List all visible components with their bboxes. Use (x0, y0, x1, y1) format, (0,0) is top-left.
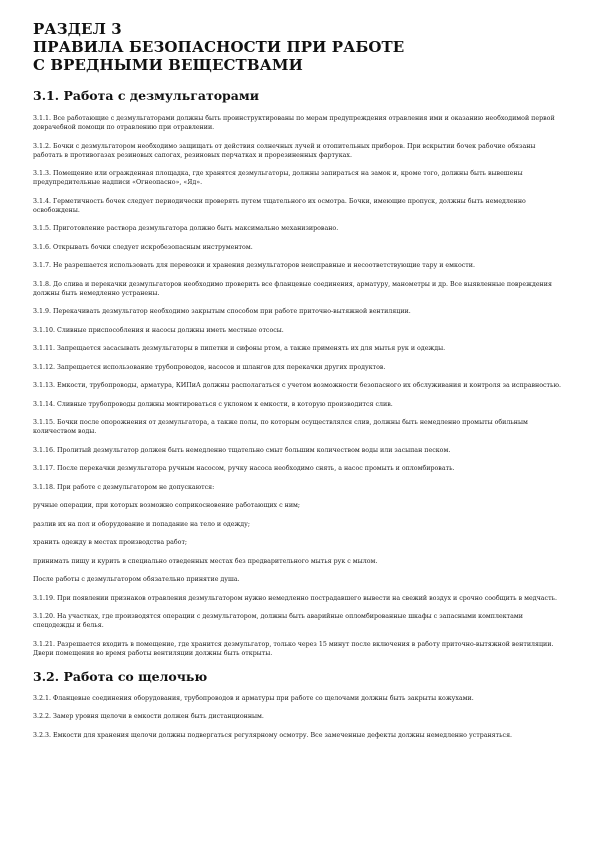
paragraph-3-1-19: 3.1.19. При появлении признаков отравления дезмульгатором нужно немедленно пострадавшего вывести на свежий воздух и срочно сообщить в медчасть. (33, 594, 557, 602)
paragraph-3-1-17: 3.1.17. После перекачки дезмульгатора ручным насосом, ручку насоса необходимо снять, а насос промыть и опломбировать. (33, 465, 455, 472)
paragraph-3-1-15: 3.1.15. Бочки после опорожнения от дезмульгатора, а также полы, по которым осуществлялся слив, должны быть немедленно промыты обильным количеством воды. (33, 419, 528, 435)
paragraph-3-1-20: 3.1.20. На участках, где производятся операции с дезмульгатором, должны быть аварийные опломбированные шкафы с запасными комплектами спецодежды и белья. (33, 613, 523, 629)
paragraph-3-1-8: 3.1.8. До слива и перекачки дезмульгаторов необходимо проверить все фланцевые соединения, арматуру, манометры и др. Все выявленные повреждения должны быть немедленно устранены. (33, 280, 552, 297)
list-item-prohibition-1: ручные операции, при которых возможно соприкосновение работающих с ним; (33, 502, 301, 509)
section-number-heading: РАЗДЕЛ 3 (33, 20, 122, 38)
paragraph-3-1-1: 3.1.1. Все работающие с дезмульгаторами должны быть проинструктированы по мерам предупреждения отравления ими и оказанию необходимой первой доврачебной помощи по отравлению при отравлении. (33, 115, 555, 131)
paragraph-3-2-3: 3.2.3. Емкости для хранения щелочи должны подвергаться регулярному осмотру. Все замеченные дефекты должны немедленно устраняться. (33, 731, 513, 739)
paragraph-3-1-18: 3.1.18. При работе с дезмульгатором не допускаются: (33, 483, 215, 491)
subsection-title-demulsifiers: 3.1. Работа с дезмульгаторами (33, 88, 260, 103)
paragraph-3-1-21: 3.1.21. Разрешается входить в помещение, где хранится дезмульгатор, только через 15 минут после включения в работу приточно-вытяжной вентиляции. Двери помещения во время работы вентиляции должны быть открыты. (33, 640, 554, 657)
subsection-title-alkali: 3.2. Работа со щелочью (33, 668, 208, 684)
paragraph-3-1-16: 3.1.16. Пролитый дезмульгатор должен быть немедленно тщательно смыт большим количеством воды или засыпан песком. (33, 446, 451, 454)
paragraph-3-1-3: 3.1.3. Помещение или огражденная площадка, где хранятся дезмульгаторы, должны запираться на замок и, кроме того, должны быть вывешены предупредительные надписи «Огнеопасно», «Яд». (33, 170, 523, 186)
paragraph-3-1-5: 3.1.5. Приготовление раствора дезмульгатора должно быть максимально механизировано. (33, 225, 339, 232)
paragraph-3-2-2: 3.2.2. Замер уровня щелочи в емкости должен быть дистанционным. (33, 713, 264, 720)
section-title-line-1: ПРАВИЛА БЕЗОПАСНОСТИ ПРИ РАБОТЕ (33, 38, 405, 56)
paragraph-3-1-2: 3.1.2. Бочки с дезмульгатором необходимо защищать от действия солнечных лучей и отопительных приборов. При вскрытии бочек рабочие обязаны работать в противогазах резиновых сапогах, резиновых перчатках и прорезиненных фартуках. (33, 142, 536, 159)
list-item-prohibition-3: хранить одежду в местах производства работ; (33, 539, 188, 546)
paragraph-3-1-9: 3.1.9. Перекачивать дезмульгатор необходимо закрытым способом при работе приточно-вытяжной вентиляции. (33, 308, 411, 315)
list-item-prohibition-4: принимать пищу и курить в специально отведенных местах без предварительного мытья рук с мылом. (33, 557, 378, 565)
paragraph-3-1-14: 3.1.14. Сливные трубопроводы должны монтироваться с уклоном к емкости, в которую производится слив. (33, 400, 393, 408)
paragraph-3-1-10: 3.1.10. Сливные приспособления и насосы должны иметь местные отсосы. (33, 326, 284, 334)
paragraph-3-1-6: 3.1.6. Открывать бочки следует искробезопасным инструментом. (33, 243, 253, 251)
paragraph-3-1-4: 3.1.4. Герметичность бочек следует периодически проверять путем тщательного их осмотра. Бочки, имеющие пропуск, должны быть немедленно освобождены. (33, 197, 526, 214)
paragraph-3-1-12: 3.1.12. Запрещается использование трубопроводов, насосов и шлангов для перекачки других продуктов. (33, 363, 386, 371)
paragraph-3-1-7: 3.1.7. Не разрешается использовать для перевозки и хранения дезмульгаторов неисправные и несоответствующие тару и емкости. (33, 262, 475, 269)
paragraph-3-1-11: 3.1.11. Запрещается засасывать дезмульгаторы в пипетки и сифоны ртом, а также применять их для мытья рук и одежды. (33, 345, 446, 352)
section-title-line-2: С ВРЕДНЫМИ ВЕЩЕСТВАМИ (33, 56, 303, 74)
paragraph-3-1-13: 3.1.13. Емкости, трубопроводы, арматура, КИПиА должны располагаться с учетом возможности безопасного их обслуживания и контроля за исправностью. (33, 382, 561, 389)
paragraph-shower-note: После работы с дезмульгатором обязательно принятие душа. (33, 576, 240, 583)
list-item-prohibition-2: разлив их на пол и оборудование и попадание на тело и одежду; (33, 520, 250, 528)
paragraph-3-2-1: 3.2.1. Фланцевые соединения оборудования, трубопроводов и арматуры при работе со щелочами должны быть закрыты кожухами. (33, 694, 474, 702)
